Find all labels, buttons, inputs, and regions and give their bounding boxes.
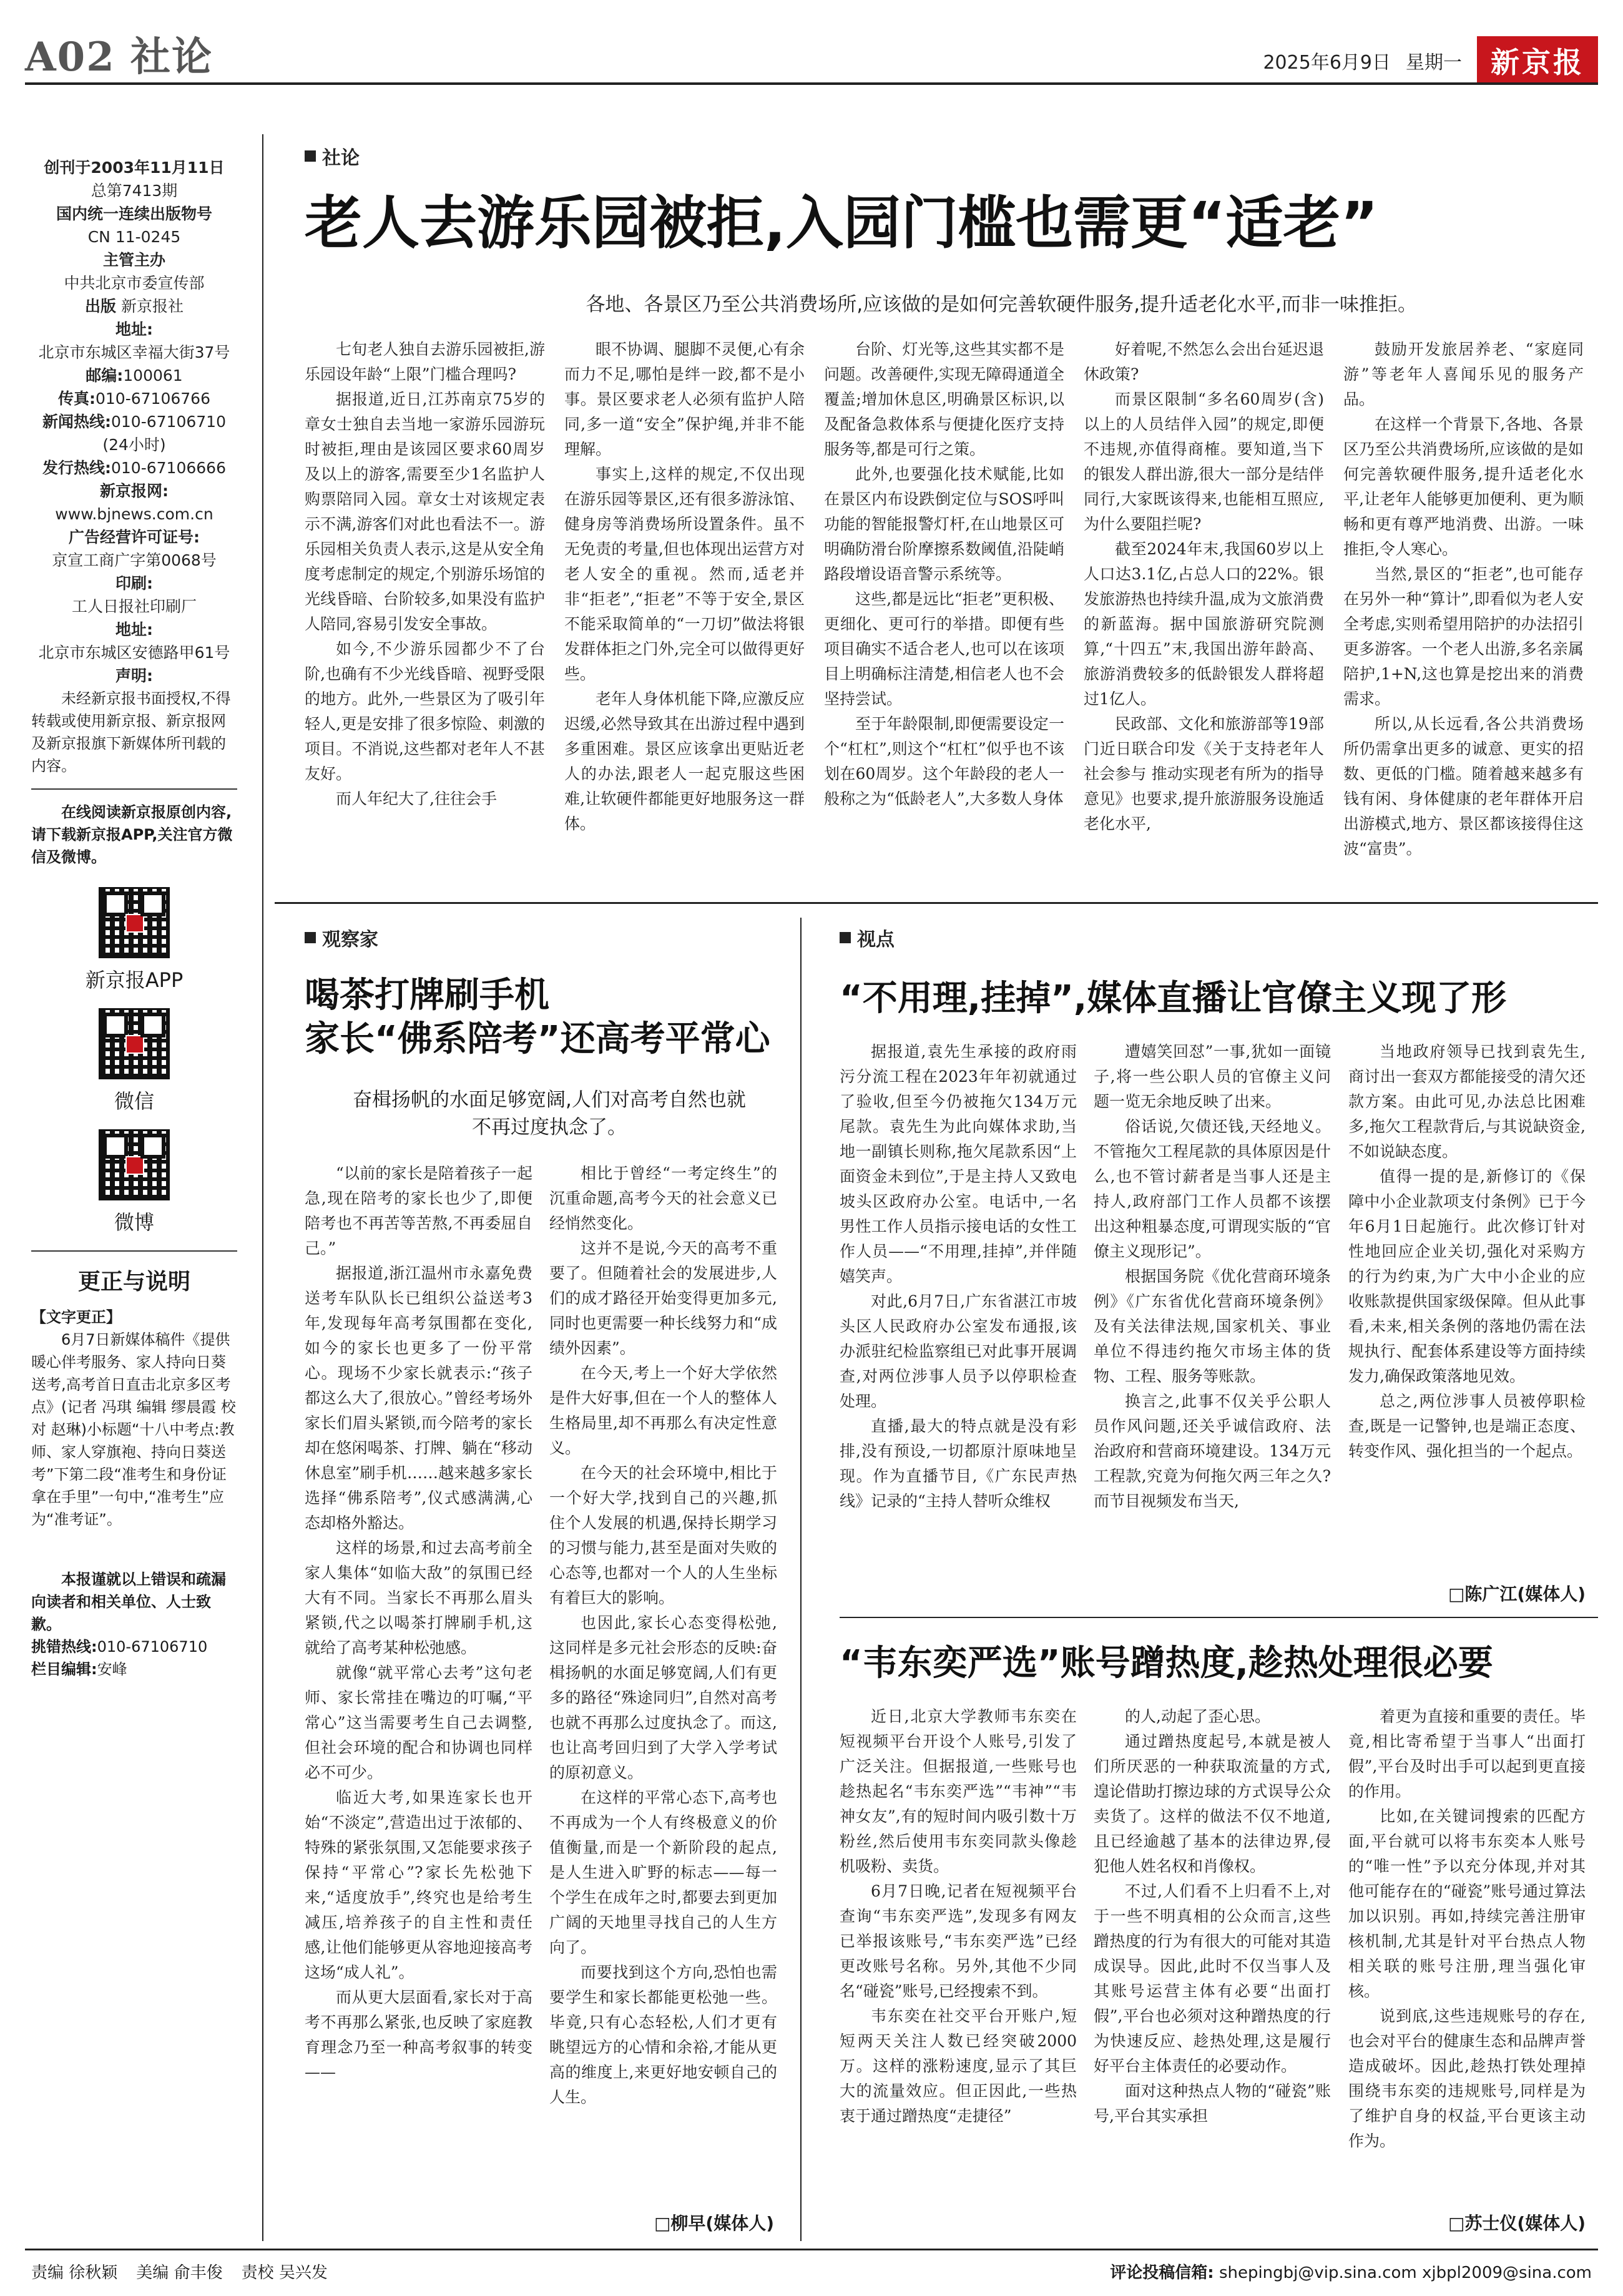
- square-bullet-icon: [305, 150, 316, 162]
- editorial-headline: 老人去游乐园被拒,入园门槛也需更“适老”: [305, 190, 1378, 257]
- paragraph: 通过蹭热度起号,本就是被人们所厌恶的一种获取流量的方式,遑论借助打擦边球的方式误导公众卖货了。这样的做法不仅不地道,且已经逾越了基本的法律边界,侵犯他人姓名权和肖像权。: [1094, 1732, 1331, 1875]
- postcode: 100061: [123, 366, 183, 385]
- paragraph: 俗话说,欠债还钱,天经地义。不管拖欠工程尾款的具体原因是什么,也不管讨薪者是当事人还是主持人,政府部门工作人员都不该摆出这种粗暴态度,可谓现实版的“官僚主义现形记”。: [1094, 1117, 1331, 1260]
- logo-mark-icon: [125, 1035, 144, 1054]
- paragraph: 台阶、灯光等,这些其实都不是问题。改善硬件,实现无障碍通道全覆盖;增加休息区,明确景区标识,以及配备急救体系与便捷化医疗支持服务等,都是可行之策。: [824, 340, 1064, 458]
- text-column: [549, 1161, 777, 2204]
- cn-label: 国内统一连续出版物号: [56, 205, 212, 223]
- sidebar-divider: [31, 788, 237, 790]
- paragraph: 在今天的社会环境中,相比于一个好大学,找到自己的兴趣,抓住个人发展的机遇,保持长期学习的习惯与能力,甚至是面对失败的心态等,也都对一个人的人生坐标有着巨大的影响。: [549, 1464, 777, 1607]
- distribution-label: 发行热线:: [42, 459, 111, 477]
- observer-headline: [305, 974, 770, 1061]
- website-label: 新京报网:: [100, 482, 169, 500]
- contact-email[interactable]: shepingbj@vip.sina.com xjbpl2009@sina.com: [1218, 2264, 1592, 2282]
- logo-mark-icon: [125, 1156, 144, 1175]
- app-qr-code[interactable]: [99, 887, 170, 958]
- column-editor-label: 栏目编辑:: [31, 1661, 97, 1678]
- footer-credits: [31, 2260, 328, 2283]
- header-rule: [25, 82, 1598, 85]
- address-label: 地址:: [115, 320, 153, 338]
- paragraph: 的人,动起了歪心思。: [1125, 1707, 1270, 1725]
- text-column: [305, 337, 545, 886]
- paragraph: 据报道,袁先生承接的政府雨污分流工程在2023年年初就通过了验收,但至今仍被拖欠134万元尾款。袁先生为此向媒体求助,当地一副镇长则称,拖欠尾款系因“上面资金未到位”,于是主持人又致电坡头区政府办公室。电话中,一名男性工作人员指示接电话的女性工作人员——“不用理,挂掉”,并伴随嬉笑声。: [840, 1043, 1077, 1285]
- paragraph: 截至2024年末,我国60岁以上人口达3.1亿,占总人口的22%。银发旅游热也持续升温,成为文旅消费的新蓝海。据中国旅游研究院测算,“十四五”末,我国出游年龄高、旅游消费较多的低龄银发人群将超过1亿人。: [1084, 540, 1324, 708]
- paragraph: 这并不是说,今天的高考不重要了。但随着社会的发展进步,人们的成才路径开始变得更加多元,同时也更需要一种长线努力和“成绩外因素”。: [549, 1239, 777, 1357]
- paragraph: 韦东奕在社交平台开账户,短短两天关注人数已经突破2000万。这样的涨粉速度,显示了其巨大的流量效应。但正因此,一些热衷于通过蹭热度“走捷径”: [840, 2007, 1077, 2125]
- paragraph: 临近大考,如果连家长也开始“不淡定”,营造出过于浓郁的、特殊的紧张氛围,又怎能要求孩子保持“平常心”?家长先松弛下来,“适度放手”,终究也是给考生减压,培养孩子的自主性和责任感,让他们能够更从容地迎接高考这场“成人礼”。: [305, 1788, 532, 1981]
- supervisor-label: 主管主办: [102, 251, 165, 269]
- paragraph: 在这样的平常心态下,高考也不再成为一个人有终极意义的价值衡量,而是一个新阶段的起点,是人生进入旷野的标志——每一个学生在成年之时,都要去到更加广阔的天地里寻找自己的人生方向了。: [549, 1788, 777, 1956]
- complaint-label: 挑错热线:: [31, 1638, 97, 1656]
- observer-byline: □柳早(媒体人): [654, 2213, 774, 2234]
- sidebar-divider: [31, 1250, 237, 1252]
- text-column: [1094, 1704, 1331, 2204]
- website: www.bjnews.com.cn: [55, 505, 213, 523]
- fax-label: 传真:: [58, 390, 96, 408]
- statement-label: 声明:: [115, 667, 153, 685]
- paragraph: 而要找到这个方向,恐怕也需要学生和家长都能更松弛一些。毕竟,只有心态轻松,人们才更有眺望远方的心情和余裕,才能从更高的维度上,来更好地安顿自己的人生。: [549, 1963, 777, 2106]
- text-column: [1348, 1704, 1586, 2204]
- paragraph: 着更为直接和重要的责任。毕竟,相比寄希望于当事人“出面打假”,平台及时出手可以起到更直接的作用。: [1348, 1707, 1586, 1800]
- paragraph: 遭嬉笑回怼”一事,犹如一面镜子,将一些公职人员的官僚主义问题一览无余地反映了出来。: [1094, 1043, 1331, 1111]
- paragraph: 所以,从长远看,各公共消费场所仍需拿出更多的诚意、更实的招数、更低的门槛。随着越来越多有钱有闲、身体健康的老年群体开启出游模式,地方、景区都该接得住这波“富贵”。: [1343, 715, 1584, 858]
- paragraph: 面对这种热点人物的“碰瓷”账号,平台其实承担: [1094, 2082, 1331, 2125]
- square-bullet-icon: [305, 932, 316, 943]
- text-column: [824, 337, 1064, 886]
- observer-rule: [800, 918, 802, 2241]
- paragraph: 近日,北京大学教师韦东奕在短视频平台开设个人账号,引发了广泛关注。但据报道,一些账号也趁热起名“韦东奕严选”“韦神”“韦神女友”,有的短时间内吸引数十万粉丝,然后使用韦东奕同款头像趁机吸粉、卖货。: [840, 1707, 1077, 1875]
- paragraph: 总之,两位涉事人员被停职检查,既是一记警钟,也是端正态度、转变作风、强化担当的一个起点。: [1348, 1392, 1586, 1460]
- paragraph: 据报道,浙江温州市永嘉免费送考车队队长已组织公益送考3年,发现每年高考氛围都在变化,如今的家长也更多了一份平常心。现场不少家长就表示:“孩子都这么大了,很放心。”曾经考场外家长们眉头紧锁,而今陪考的家长却在悠闲喝茶、打牌、躺在“移动休息室”刷手机……越来越多家长选择“佛系陪考”,仪式感满满,心态却格外豁达。: [305, 1264, 532, 1532]
- paragraph: 就像“就平常心去考”这句老师、家长常挂在嘴边的叮嘱,“平常心”这当需要考生自己去调整,但社会环境的配合和协调也同样必不可少。: [305, 1664, 532, 1782]
- paragraph: 也因此,家长心态变得松弛,这同样是多元社会形态的反映:奋楫扬帆的水面足够宽阔,人们有更多的路径“殊途同归”,自然对高考也就不再那么过度执念了。而这,也让高考回归到了大学入学考试的原初意义。: [549, 1614, 777, 1782]
- sidebar-rule: [262, 134, 263, 2241]
- paragraph: 如今,不少游乐园都少不了台阶,也确有不少光线昏暗、视野受限的地方。此外,一些景区为了吸引年轻人,更是安排了很多惊险、刺激的项目。不消说,这些都对老年人不甚友好。: [305, 640, 545, 783]
- logo-mark-icon: [125, 914, 144, 933]
- column-editor: 安峰: [97, 1661, 127, 1678]
- viewpoint-headline-1: “不用理,挂掉”,媒体直播让官僚主义现了形: [840, 978, 1507, 1019]
- paragraph: 比如,在关键词搜索的匹配方面,平台就可以将韦东奕本人账号的“唯一性”予以充分体现,并对其他可能存在的“碰瓷”账号通过算法加以识别。再如,持续完善注册审核机制,尤其是针对平台热点人物相关联的账号注册,理当强化审核。: [1348, 1807, 1586, 2000]
- paragraph: 至于年龄限制,即便需要设定一个“杠杠”,则这个“杠杠”似乎也不该划在60周岁。这个年龄段的老人一般称之为“低龄老人”,大多数人身体: [824, 715, 1064, 808]
- editorial-tag-label: 社论: [322, 147, 360, 169]
- text-column: [840, 1704, 1077, 2204]
- printer-address: 北京市东城区安德路甲61号: [38, 644, 230, 662]
- address: 北京市东城区幸福大街37号: [38, 343, 230, 361]
- printer: 工人日报社印刷厂: [71, 597, 197, 616]
- observer-headline-line1: 喝茶打牌刷手机: [305, 975, 549, 1016]
- paragraph: 相比于曾经“一考定终生”的沉重命题,高考今天的社会意义已经悄然变化。: [549, 1164, 777, 1232]
- observer-tag: [305, 924, 378, 951]
- publisher-label: 出版: [85, 297, 117, 315]
- footer-art: 俞丰俊: [174, 2264, 223, 2282]
- paragraph: 而从更大层面看,家长对于高考不再那么紧张,也反映了家庭教育理念乃至一种高考叙事的转变——: [305, 1988, 532, 2081]
- paragraph: 民政部、文化和旅游部等19部门近日联合印发《关于支持老年人社会参与 推动实现老有所为的指导意见》也要求,提升旅游服务设施适老化水平,: [1084, 715, 1324, 833]
- correction-tag: 【文字更正】: [31, 1308, 121, 1326]
- fax: 010-67106766: [96, 390, 210, 408]
- editorial-tag: [305, 142, 360, 170]
- text-column: [1094, 1039, 1331, 1576]
- ad-license: 京宣工商广字第0068号: [52, 551, 217, 569]
- footer-editor: 徐秋颖: [69, 2264, 118, 2282]
- paragraph: 老年人身体机能下降,应激反应迟缓,必然导致其在出游过程中遇到多重困难。景区应该拿出更贴近老人的办法,跟老人一起克服这些困难,让软硬件都能更好地服务这一群体。: [564, 690, 805, 833]
- paragraph: 在这样一个背景下,各地、各景区乃至公共消费场所,应该做的是如何完善软硬件服务,提升适老化水平,让老年人能够更加便利、更为顺畅和更有尊严地消费、出游。一味推拒,令人寒心。: [1343, 415, 1584, 558]
- text-column: [564, 337, 805, 886]
- paragraph: 不过,人们看不上归看不上,对于一些不明真相的公众而言,这些蹭热度的行为有很大的可能对其造成误导。因此,此时不仅当事人及其账号运营主体有必要“出面打假”,平台也必须对这种蹭热度的行为快速反应、趁热处理,这是履行好平台主体责任的必要动作。: [1094, 1882, 1331, 2075]
- issue-number: 总第7413期: [91, 182, 178, 200]
- paragraph: 而景区限制“多名60周岁(含)以上的人员结伴入园”的规定,即便不违规,亦值得商榷。要知道,当下的银发人群出游,很大一部分是结伴同行,大家既该得来,也能相互照应,为什么要阻拦呢?: [1084, 390, 1324, 533]
- paragraph: 换言之,此事不仅关乎公职人员作风问题,还关乎诚信政府、法治政府和营商环境建设。134万元工程款,究竟为何拖欠两三年之久?而节目视频发布当天,: [1094, 1392, 1331, 1510]
- paragraph: 而人年纪大了,往往会手: [336, 790, 497, 808]
- paragraph: 这些,都是远比“拒老”更积极、更细化、更可行的举措。即便有些项目确实不适合老人,也可以在该项目上明确标注清楚,相信老人也不会坚持尝试。: [824, 590, 1064, 708]
- masthead-sidebar: [31, 156, 237, 2185]
- issue-weekday: 星期一: [1406, 52, 1462, 74]
- viewpoint-divider: [840, 1617, 1598, 1618]
- footer-proof-label: 责校: [241, 2264, 274, 2282]
- text-column: [1348, 1039, 1586, 1576]
- printer-address-label: 地址:: [115, 621, 153, 639]
- footer-editor-label: 责编: [31, 2264, 64, 2282]
- news-hotline-note: (24小时): [102, 436, 166, 454]
- paragraph: 此外,也要强化技术赋能,比如在景区内布设跌倒定位与SOS呼叫功能的智能报警灯杆,在山地景区可明确防滑台阶摩擦系数阈值,沿陡峭路段增设语音警示系统等。: [824, 465, 1064, 583]
- viewpoint-1-byline: □陈广江(媒体人): [1448, 1584, 1586, 1604]
- footer-art-label: 美编: [136, 2264, 169, 2282]
- paragraph: 根据国务院《优化营商环境条例》《广东省优化营商环境条例》及有关法律法规,国家机关、事业单位不得违约拖欠市场主体的货物、工程、服务等账款。: [1094, 1267, 1331, 1385]
- observer-tag-label: 观察家: [322, 929, 378, 951]
- paragraph: 当然,景区的“拒老”,也可能存在另外一种“算计”,即看似为老人安全考虑,实则希望用陪护的办法招引更多游客。一个老人出游,多名亲属陪护,1+N,这也算是挖出来的消费需求。: [1343, 565, 1584, 708]
- paragraph: 6月7日晚,记者在短视频平台查询“韦东奕严选”,发现多有网友已举报该账号,“韦东奕严选”已经更改账号名称。另外,其他不少同名“碰瓷”账号,已经搜索不到。: [840, 1882, 1077, 2000]
- news-hotline: 010-67106710: [111, 413, 226, 431]
- contact-label: 评论投稿信箱:: [1110, 2264, 1214, 2282]
- text-column: [1084, 337, 1324, 886]
- paragraph: 这样的场景,和过去高考前全家人集体“如临大敌”的氛围已经大有不同。当家长不再那么眉头紧锁,代之以喝茶打牌刷手机,这就给了高考某种松弛感。: [305, 1539, 532, 1657]
- paragraph: “以前的家长是陪着孩子一起急,现在陪考的家长也少了,即便陪考也不再苦等苦熬,不再委屈自己。”: [305, 1164, 532, 1257]
- correction-text: 6月7日新媒体稿件《提供暖心伴考服务、家人持向日葵送考,高考首日直击北京多区考点》(记者 冯琪 编辑 缪晨霞 校对 赵琳)小标题“十八中考点:教师、家人穿旗袍、持向日葵送考”下第二段“准考生和身份证拿在手里”一句中,“准考生”应为“准考证”。: [31, 1331, 236, 1528]
- postcode-label: 邮编:: [86, 366, 124, 385]
- online-read-note: 在线阅读新京报原创内容,请下载新京报APP,关注官方微信及微博。: [31, 803, 233, 866]
- news-hotline-label: 新闻热线:: [42, 413, 111, 431]
- issue-date: 2025年6月9日: [1263, 52, 1391, 74]
- paragraph: 鼓励开发旅居养老、“家庭同游”等老年人喜闻乐见的服务产品。: [1343, 340, 1584, 408]
- paragraph: 在今天,考上一个好大学依然是件大好事,但在一个人的整体人生格局里,却不再那么有决定性意义。: [549, 1364, 777, 1457]
- page-section-label: A02 社论: [25, 34, 213, 81]
- statement: 未经新京报书面授权,不得转载或使用新京报、新京报网及新京报旗下新媒体所刊载的内容。: [31, 690, 231, 775]
- viewpoint-tag: [840, 924, 895, 951]
- supervisor: 中共北京市委宣传部: [64, 274, 205, 292]
- qr-label-app: 新京报APP: [85, 968, 184, 992]
- paragraph: 当地政府领导已找到袁先生,商讨出一套双方都能接受的清欠还款方案。由此可见,办法总比困难多,拖欠工程款背后,与其说缺资金,不如说缺态度。: [1348, 1043, 1586, 1160]
- paragraph: 眼不协调、腿脚不灵便,心有余而力不足,哪怕是绊一跤,都不是小事。景区要求老人必须有监护人陪同,多一道“安全”保护绳,并非不能理解。: [564, 340, 805, 458]
- viewpoint-2-byline: □苏士仪(媒体人): [1448, 2213, 1586, 2234]
- complaint-hotline: 010-67106710: [97, 1638, 208, 1656]
- printer-label: 印刷:: [115, 574, 153, 592]
- cn-number: CN 11-0245: [87, 228, 181, 246]
- paragraph: 对此,6月7日,广东省湛江市坡头区人民政府办公室发布通报,该办派驻纪检监察组已对此事开展调查,对两位涉事人员予以停职检查处理。: [840, 1292, 1077, 1410]
- apology-note: 本报谨就以上错误和疏漏向读者和相关单位、人士致歉。: [31, 1571, 226, 1633]
- qr-label-weibo: 微博: [114, 1210, 154, 1234]
- paragraph: 好着呢,不然怎么会出台延迟退休政策?: [1084, 340, 1324, 383]
- masthead: [1263, 36, 1598, 85]
- paragraph: 据报道,近日,江苏南京75岁的章女士独自去当地一家游乐园游玩时被拒,理由是该园区要求60周岁及以上的游客,需要至少1名监护人购票陪同入园。章女士对该规定表示不满,游客们对此也看法不一。游乐园相关负责人表示,这是从安全角度考虑制定的规定,个别游乐场馆的光线昏暗、台阶较多,如果没有监护人陪同,容易引发安全事故。: [305, 390, 545, 633]
- text-column: [1343, 337, 1584, 886]
- footer-rule: [25, 2249, 1598, 2250]
- observer-headline-line2: 家长“佛系陪考”还高考平常心: [305, 1019, 770, 1059]
- footer-contact: [1110, 2260, 1592, 2283]
- editorial-bottom-rule: [275, 902, 1598, 904]
- paragraph: 值得一提的是,新修订的《保障中小企业款项支付条例》已于今年6月1日起施行。此次修订针对性地回应企业关切,强化对采购方的行为约束,为广大中小企业的应收账款提供国家级保障。但从此事看,未来,相关条例的落地仍需在法规执行、配套体系建设等方面持续发力,确保政策落地见效。: [1348, 1167, 1586, 1385]
- founded-date: 创刊于2003年11月11日: [44, 159, 225, 177]
- newspaper-logo: 新京报: [1477, 36, 1598, 85]
- editorial-subtitle: 各地、各景区乃至公共消费场所,应该做的是如何完善软硬件服务,提升适老化水平,而非一味推拒。: [586, 293, 1417, 316]
- paragraph: 直播,最大的特点就是没有彩排,没有预设,一切都原汁原味地呈现。作为直播节目,《广东民声热线》记录的“主持人替听众维权: [840, 1417, 1077, 1510]
- ad-license-label: 广告经营许可证号:: [69, 528, 200, 546]
- correction-title: 更正与说明: [77, 1269, 190, 1295]
- viewpoint-tag-label: 视点: [857, 929, 895, 951]
- observer-lede: 奋楫扬帆的水面足够宽阔,人们对高考自然也就不再过度执念了。: [353, 1089, 746, 1139]
- distribution-hotline: 010-67106666: [111, 459, 226, 477]
- paragraph: 七旬老人独自去游乐园被拒,游乐园设年龄“上限”门槛合理吗?: [305, 340, 545, 383]
- paragraph: 事实上,这样的规定,不仅出现在游乐园等景区,还有很多游泳馆、健身房等消费场所设置条件。虽不无免责的考量,但也体现出运营方对老人安全的重视。然而,适老并非“拒老”,“拒老”不等于安全,景区不能采取简单的“一刀切”做法将银发群体拒之门外,完全可以做得更好些。: [564, 465, 805, 683]
- weibo-qr-code[interactable]: [99, 1129, 170, 1200]
- paragraph: 说到底,这些违规账号的存在,也会对平台的健康生态和品牌声誉造成破坏。因此,趁热打铁处理掉围绕韦东奕的违规账号,同样是为了维护自身的权益,平台更该主动作为。: [1348, 2007, 1586, 2150]
- square-bullet-icon: [840, 932, 851, 943]
- wechat-qr-code[interactable]: [99, 1008, 170, 1079]
- publisher: 新京报社: [120, 297, 184, 315]
- text-column: [305, 1161, 532, 2204]
- footer-proof: 吴兴发: [278, 2264, 328, 2282]
- text-column: [840, 1039, 1077, 1576]
- qr-label-wechat: 微信: [114, 1089, 154, 1113]
- viewpoint-headline-2: “韦东奕严选”账号蹭热度,趁热处理很必要: [840, 1643, 1493, 1684]
